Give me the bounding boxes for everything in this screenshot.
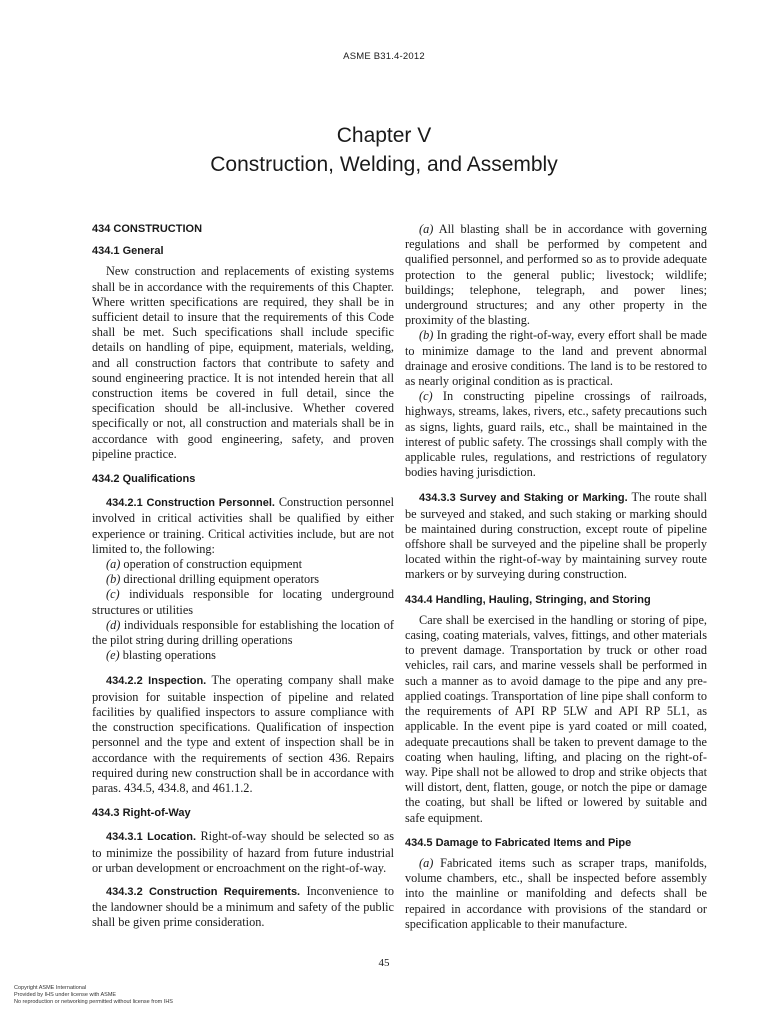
section-heading-434-5: 434.5 Damage to Fabricated Items and Pipe <box>405 836 632 849</box>
chapter-title: Construction, Welding, and Assembly <box>210 153 558 176</box>
paragraph-434-2-2 <box>92 673 394 796</box>
paragraph-434-4: Care shall be exercised in the handling or storing of pipe, casing, coating materials, valves, fittings, and other materials to prevent damage. Transportation by truck or other road vehicles, rail cars, and marine vessels shall be performed in such a manner as to avoid damage to the pipe and any pre-applied coatings. Transportation of line pipe shall conform to the requirements of API RP 5LW and API RP 5L1, as applicable. In the event pipe is yard coated or mill coated, adequate precautions shall be taken to prevent damage to the coating when hauling, lifting, and placing on the right-of-way. Pipe shall not be allowed to drop and strike objects that will distort, dent, flatten, gouge, or notch the pipe or damage the coating, but shall be lifted or lowered by suitable and safe equipment. <box>405 612 707 825</box>
paragraph-434-2-2-text: The operating company shall make provision for suitable inspection of pipeline and related facilities by qualified inspectors to assure compliance with the construction specifications. Qualification of inspection personnel and the type and extent of inspection shall be in accordance with the requirements of section 436. Repairs required during new construction shall be in accordance with paras. 434.5, 434.8, and 461.1.2. <box>92 673 394 795</box>
list-item-b: (b) directional drilling equipment operators <box>106 572 320 587</box>
paragraph-grading-b: (b) In grading the right-of-way, every effort shall be made to minimize damage to the land and prevent abnormal drainage and erosive conditions. The land is to be restored to as nearly original condition as is practical. <box>405 328 708 389</box>
paragraph-crossings-c: (c) In constructing pipeline crossings of railroads, highways, streams, lakes, rivers, etc., safety precautions such as signs, lights, guard rails, etc., shall be maintained in the interest of public safety. The crossings shall comply with the applicable rules, regulations, and restrictions of regulatory bodies having jurisdiction. <box>405 389 707 480</box>
paragraph-434-2-1-text: Construction personnel involved in critical activities shall be qualified by either experience or training. Critical activities include, but are not limited to, the following: <box>92 495 394 556</box>
section-heading-434: 434 CONSTRUCTION <box>92 223 203 235</box>
subheading-434-3-3: 434.3.3 Survey and Staking or Marking. <box>419 492 628 505</box>
chapter-number: Chapter V <box>336 124 432 147</box>
list-item-e: (e) blasting operations <box>106 648 216 663</box>
running-header: ASME B31.4-2012 <box>343 51 425 62</box>
list-item-d: (d) individuals responsible for establishing the location of the pilot string during drilling operations <box>92 617 394 648</box>
subheading-434-3-2: 434.3.2 Construction Requirements. <box>106 885 301 898</box>
section-heading-434-4: 434.4 Handling, Hauling, Stringing, and Storing <box>405 593 651 606</box>
paragraph-434-3-1-text: Right-of-way should be selected so as to minimize the possibility of hazard from future industrial or urban development or encroachment on the right-of-way. <box>92 829 394 875</box>
list-item-c: (c) individuals responsible for locating underground structures or utilities <box>92 587 394 617</box>
subheading-434-3-1: 434.3.1 Location. <box>106 831 196 844</box>
paragraph-434-3-1 <box>92 829 394 876</box>
paragraph-434-3-3-text: The route shall be surveyed and staked, and such staking or marking should be maintained during construction, except route of pipeline offshore shall be surveyed and the pipeline shall be properly located within the right-of-way by maintaining survey route markers or by surveying during construction. <box>405 490 708 582</box>
paragraph-434-3-2 <box>92 884 394 931</box>
paragraph-434-1: New construction and replacements of existing systems shall be in accordance with the requirements of this Chapter. Where written specifications are required, they shall be in sufficient detail to insure that the requirements of this Code shall be met. Such specifications shall include specific details on handling of pipe, equipment, materials, welding, and all construction factors that contribute to safety and sound engineering practice. It is not intended herein that all construction items be covered in full detail, since the specification should be all-inclusive. Whether covered specifically or not, all construction and materials shall be in accordance with good engineering, safety, and proven pipeline practice. <box>92 264 394 461</box>
paragraph-434-3-3 <box>405 490 707 582</box>
subheading-434-2-2: 434.2.2 Inspection. <box>106 675 207 688</box>
left-column <box>92 222 394 931</box>
paragraph-434-2-1 <box>92 495 394 557</box>
copyright-footer <box>14 985 173 1006</box>
right-column <box>405 222 707 932</box>
paragraph-434-3-2-text: Inconvenience to the landowner should be a minimum and safety of the public shall be given prime consideration. <box>92 883 394 930</box>
paragraph-434-5-a: (a) Fabricated items such as scraper traps, manifolds, volume chambers, etc., shall be inspected before assembly into the mainline or manifolding and defects shall be repaired in accordance with provisions of the standard or specification applicable to their manufacture. <box>405 855 708 931</box>
paragraph-blasting-a: (a) All blasting shall be in accordance with governing regulations and shall be performed by competent and qualified personnel, and performed so as to provide adequate protection to the general public; livestock; wildlife; buildings; telephone, telegraph, and power lines; underground structures; and any other property in the proximity of the blasting. <box>405 222 707 328</box>
list-item-a: (a) operation of construction equipment <box>106 557 303 572</box>
footer-line: Provided by IHS under license with ASME <box>14 992 117 998</box>
page-number: 45 <box>378 957 390 969</box>
section-heading-434-2: 434.2 Qualifications <box>92 473 196 486</box>
subheading-434-2-1: 434.2.1 Construction Personnel. <box>106 497 275 510</box>
section-heading-434-3: 434.3 Right-of-Way <box>92 807 191 820</box>
footer-line: No reproduction or networking permitted without license from IHS <box>14 999 173 1005</box>
footer-line: Copyright ASME International <box>14 985 87 991</box>
section-heading-434-1: 434.1 General <box>92 245 164 258</box>
